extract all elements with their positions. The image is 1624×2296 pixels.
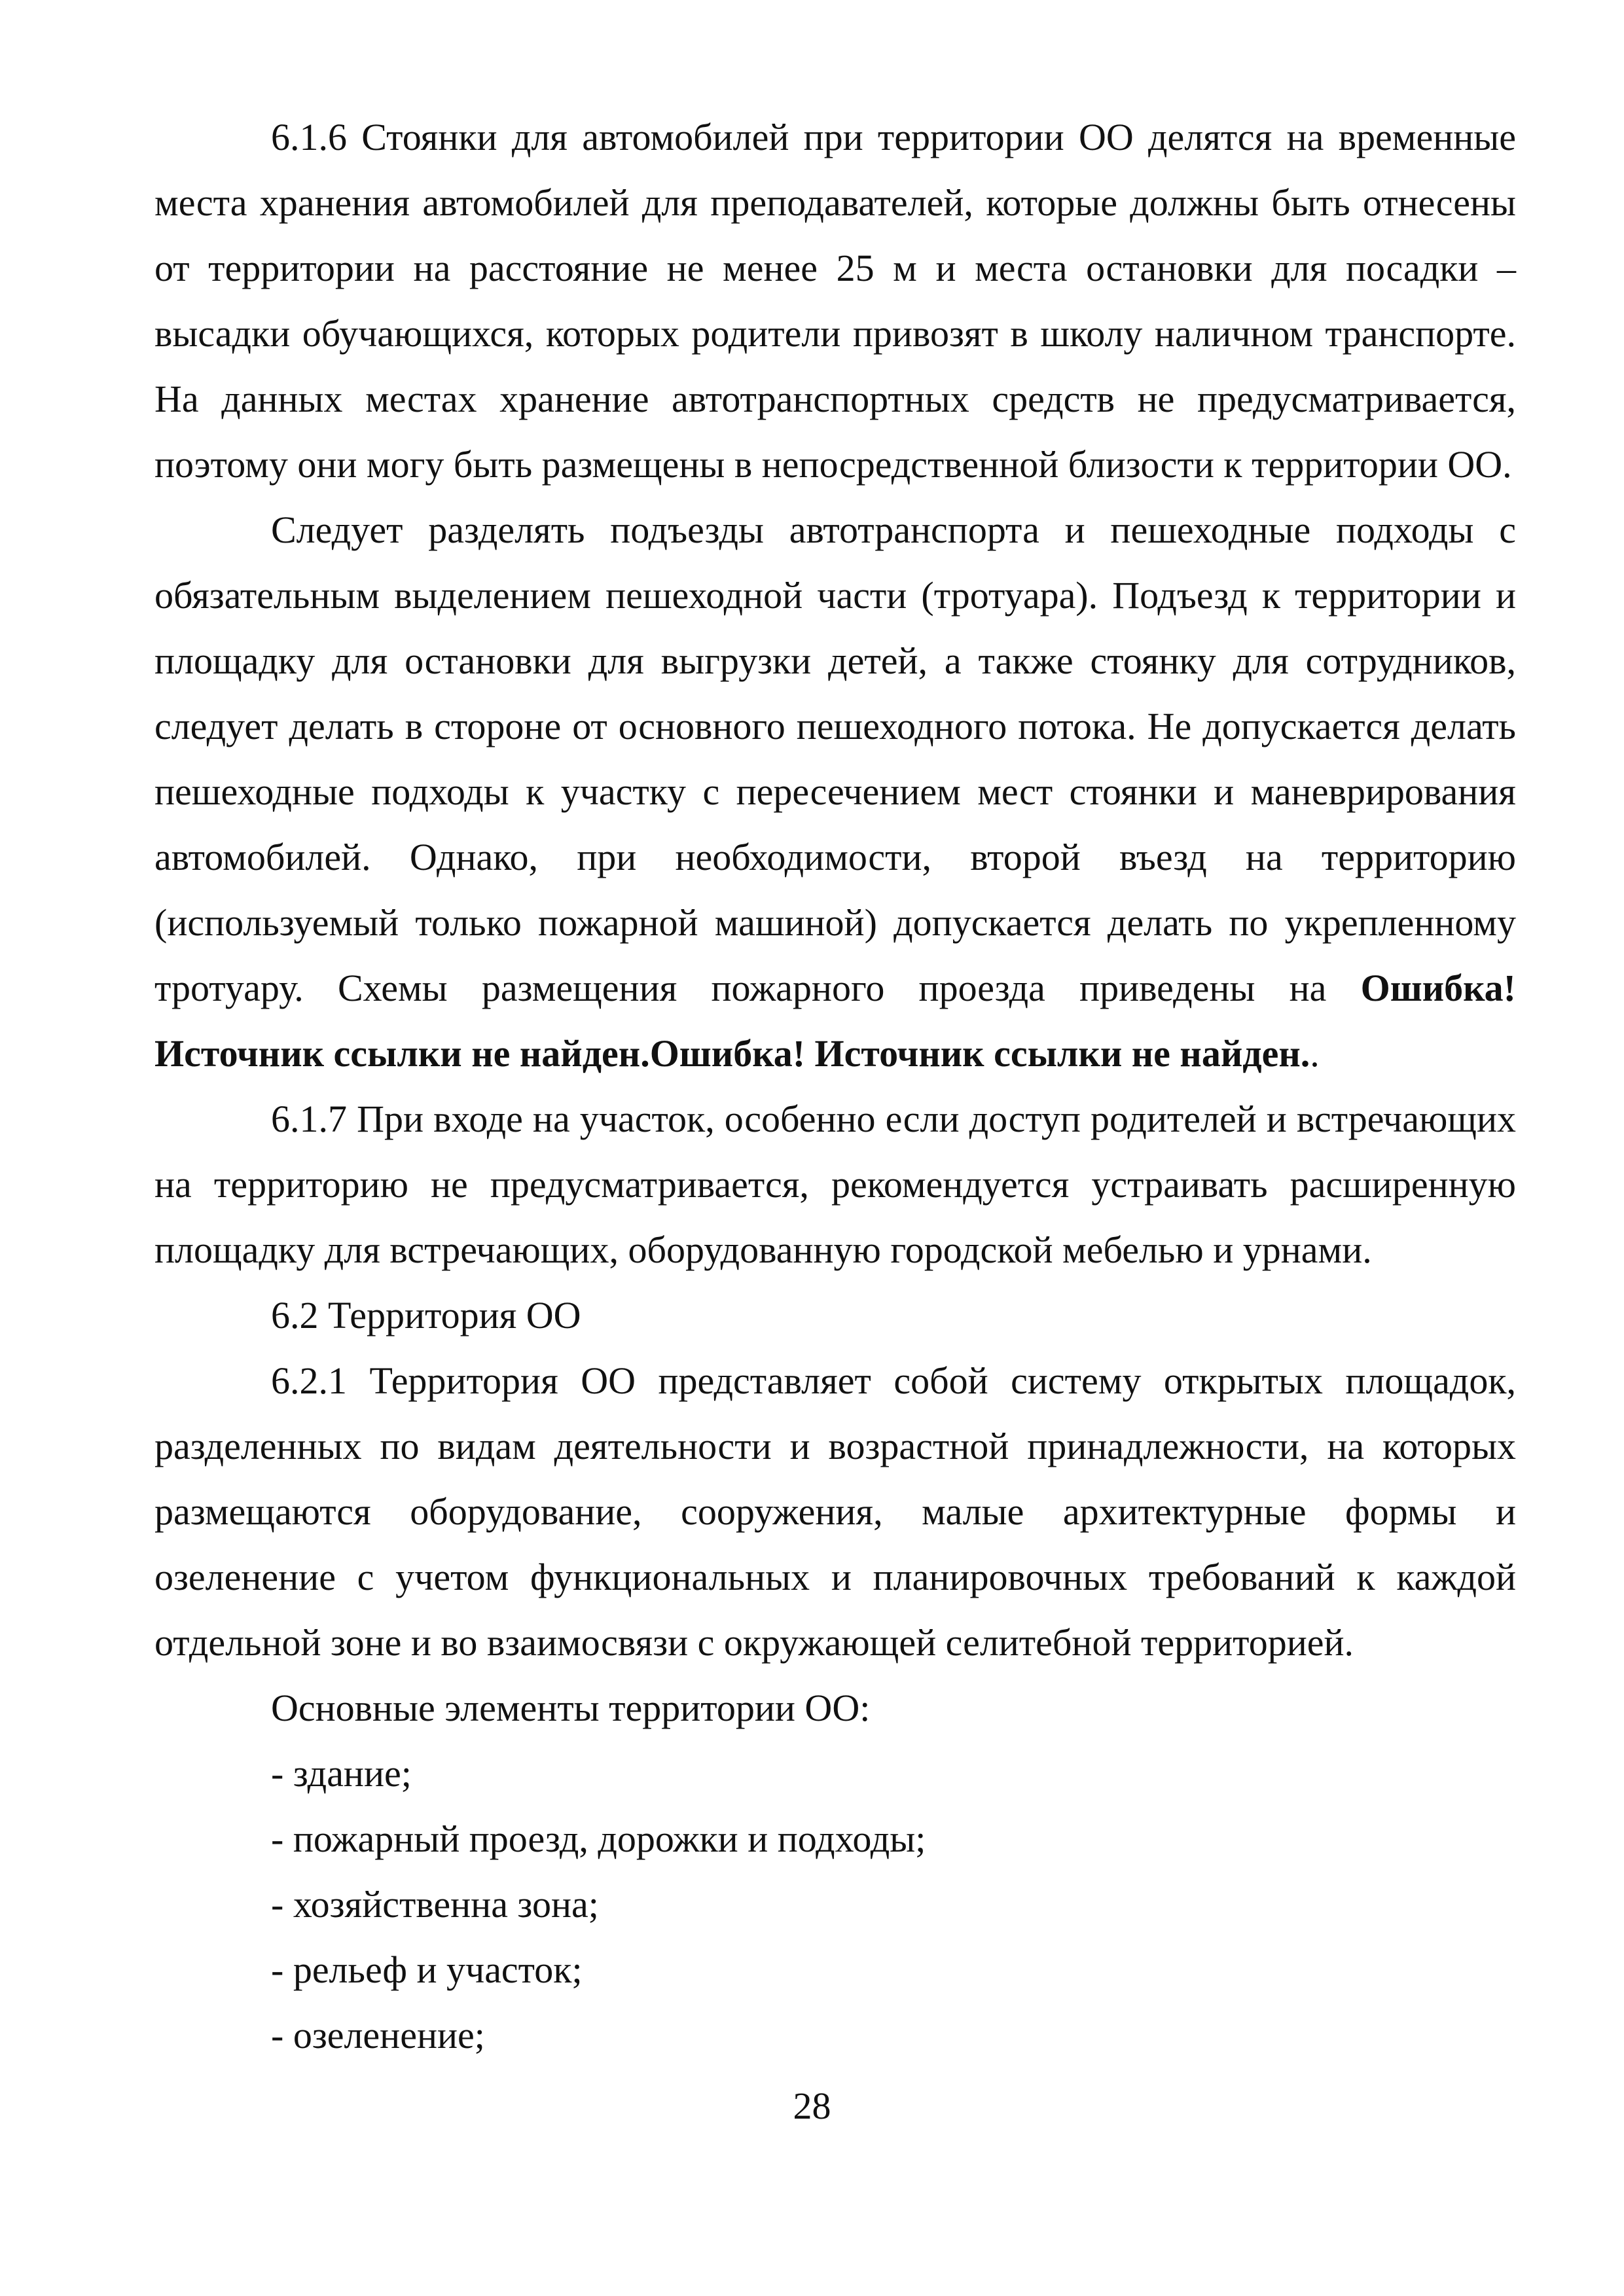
page-body <box>154 105 1516 2068</box>
page-number: 28 <box>793 2085 831 2127</box>
list-intro: Основные элементы территории ОО: <box>271 1687 871 1729</box>
paragraph-6-1-7: 6.1.7 При входе на участок, особенно если доступ родителей и встречающих на территорию не предусматривается, рекомендуется устраивать расширенную площадку для встречающих, оборудованную городской мебелью и урнами. <box>154 1098 1516 1271</box>
paragraph-6-1-6: 6.1.6 Стоянки для автомобилей при территории ОО делятся на временные места хранения автомобилей для преподавателей, которые должны быть отнесены от территории на расстояние не менее 25 м и места остановки для посадки – высадки обучающихся, которых родители привозят в школу наличном транспорте. На данных местах хранение автотранспортных средств не предусматривается, поэтому они могу быть размещены в непосредственной близости к территории ОО. <box>154 116 1516 486</box>
paragraph-access-roads <box>154 497 1516 1086</box>
paragraph-access-roads-tail: . <box>1310 1032 1320 1075</box>
list-item: - хозяйственна зона; <box>271 1883 599 1926</box>
paragraph-6-2-1: 6.2.1 Территория ОО представляет собой систему открытых площадок, разделенных по видам деятельности и возрастной принадлежности, на которых размещаются оборудование, сооружения, малые архитектурные формы и озеленение с учетом функциональных и планировочных требований к каждой отдельной зоне и во взаимосвязи с окружающей селитебной территорией. <box>154 1359 1516 1664</box>
list-item: - озеленение; <box>271 2014 485 2056</box>
paragraph-access-roads-text: Следует разделять подъезды автотранспорта и пешеходные подходы с обязательным выделением пешеходной части (тротуара). Подъезд к территории и площадку для остановки для выгрузки детей, а также стоянку для сотрудников, следует делать в стороне от основного пешеходного потока. Не допускается делать пешеходные подходы к участку с пересечением мест стоянки и маневрирования автомобилей. Однако, при необходимости, второй въезд на территорию (используемый только пожарной машиной) допускается делать по укрепленному тротуару. Схемы размещения пожарного проезда приведены на <box>154 509 1516 1009</box>
list-item: - здание; <box>271 1752 412 1795</box>
list-item: - пожарный проезд, дорожки и подходы; <box>271 1818 926 1860</box>
list-item: - рельеф и участок; <box>271 1948 583 1991</box>
section-heading-6-2: 6.2 Территория ОО <box>271 1294 581 1336</box>
reference-error-text: Ошибка! Источник ссылки не найден.Ошибка! Источник ссылки не найден. <box>154 967 1516 1075</box>
